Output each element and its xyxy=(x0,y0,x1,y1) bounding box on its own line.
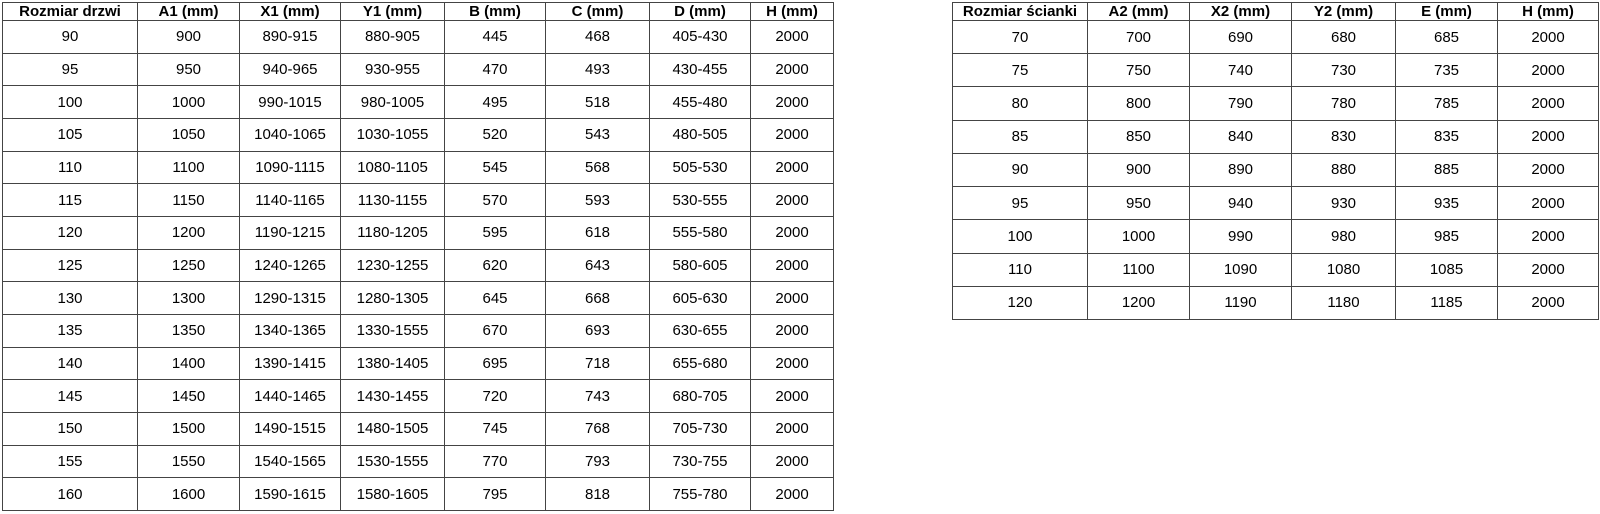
table-cell: 1140-1165 xyxy=(240,184,341,217)
table-cell: 1350 xyxy=(138,314,240,347)
table-cell: 2000 xyxy=(1498,54,1599,87)
table-cell: 2000 xyxy=(1498,120,1599,153)
table-row xyxy=(3,314,834,347)
table-cell: 1400 xyxy=(138,347,240,380)
table-cell: 1040-1065 xyxy=(240,118,341,151)
table-row xyxy=(953,153,1599,186)
table-cell: 130 xyxy=(3,282,138,315)
column-header: D (mm) xyxy=(650,3,751,21)
table-row xyxy=(3,86,834,119)
table-cell: 1490-1515 xyxy=(240,412,341,445)
table-cell: 135 xyxy=(3,314,138,347)
table-cell: 1540-1565 xyxy=(240,445,341,478)
table-cell: 140 xyxy=(3,347,138,380)
table-cell: 1150 xyxy=(138,184,240,217)
table-cell: 1030-1055 xyxy=(341,118,445,151)
table-row xyxy=(3,282,834,315)
table-cell: 630-655 xyxy=(650,314,751,347)
table-cell: 730 xyxy=(1292,54,1396,87)
table-cell: 455-480 xyxy=(650,86,751,119)
table-cell: 795 xyxy=(445,478,546,511)
header-row xyxy=(3,3,834,21)
table-cell: 840 xyxy=(1190,120,1292,153)
column-header: X2 (mm) xyxy=(1190,3,1292,21)
table-cell: 90 xyxy=(953,153,1088,186)
door-size-table xyxy=(2,2,834,511)
table-cell: 705-730 xyxy=(650,412,751,445)
table-cell: 745 xyxy=(445,412,546,445)
table-cell: 680 xyxy=(1292,21,1396,54)
table-cell: 520 xyxy=(445,118,546,151)
table-cell: 1530-1555 xyxy=(341,445,445,478)
table-cell: 818 xyxy=(546,478,650,511)
table-cell: 1090-1115 xyxy=(240,151,341,184)
table-cell: 950 xyxy=(1088,187,1190,220)
table-cell: 605-630 xyxy=(650,282,751,315)
table-cell: 643 xyxy=(546,249,650,282)
column-header: A1 (mm) xyxy=(138,3,240,21)
table-cell: 2000 xyxy=(751,445,834,478)
table-cell: 505-530 xyxy=(650,151,751,184)
table-row xyxy=(953,54,1599,87)
table-cell: 668 xyxy=(546,282,650,315)
table-cell: 1480-1505 xyxy=(341,412,445,445)
table-cell: 700 xyxy=(1088,21,1190,54)
table-cell: 1390-1415 xyxy=(240,347,341,380)
header-row xyxy=(953,3,1599,21)
table-cell: 2000 xyxy=(751,216,834,249)
table-row xyxy=(3,53,834,86)
column-header: Rozmiar ścianki xyxy=(953,3,1088,21)
table-cell: 95 xyxy=(3,53,138,86)
table-cell: 2000 xyxy=(751,478,834,511)
table-cell: 800 xyxy=(1088,87,1190,120)
table-cell: 850 xyxy=(1088,120,1190,153)
table-cell: 880-905 xyxy=(341,21,445,54)
table-cell: 2000 xyxy=(751,184,834,217)
table-cell: 75 xyxy=(953,54,1088,87)
table-row xyxy=(3,249,834,282)
table-cell: 768 xyxy=(546,412,650,445)
table-row xyxy=(953,21,1599,54)
table-cell: 900 xyxy=(138,21,240,54)
table-cell: 940-965 xyxy=(240,53,341,86)
table-row xyxy=(953,286,1599,319)
table-cell: 618 xyxy=(546,216,650,249)
table-cell: 430-455 xyxy=(650,53,751,86)
table-cell: 1180-1205 xyxy=(341,216,445,249)
table-row xyxy=(953,187,1599,220)
table-cell: 1590-1615 xyxy=(240,478,341,511)
table-cell: 70 xyxy=(953,21,1088,54)
table-cell: 890 xyxy=(1190,153,1292,186)
column-header: Y2 (mm) xyxy=(1292,3,1396,21)
table-cell: 580-605 xyxy=(650,249,751,282)
table-cell: 1550 xyxy=(138,445,240,478)
column-header: E (mm) xyxy=(1396,3,1498,21)
column-header: A2 (mm) xyxy=(1088,3,1190,21)
table-row xyxy=(953,120,1599,153)
table-cell: 693 xyxy=(546,314,650,347)
table-row xyxy=(3,347,834,380)
table-cell: 2000 xyxy=(751,380,834,413)
table-cell: 1440-1465 xyxy=(240,380,341,413)
table-cell: 740 xyxy=(1190,54,1292,87)
table-cell: 95 xyxy=(953,187,1088,220)
table-cell: 568 xyxy=(546,151,650,184)
table-cell: 885 xyxy=(1396,153,1498,186)
table-cell: 930-955 xyxy=(341,53,445,86)
column-header: Rozmiar drzwi xyxy=(3,3,138,21)
table-cell: 985 xyxy=(1396,220,1498,253)
table-cell: 110 xyxy=(953,253,1088,286)
table-cell: 1290-1315 xyxy=(240,282,341,315)
table-cell: 790 xyxy=(1190,87,1292,120)
table-cell: 730-755 xyxy=(650,445,751,478)
table-cell: 1430-1455 xyxy=(341,380,445,413)
table-row xyxy=(3,21,834,54)
table-cell: 468 xyxy=(546,21,650,54)
table-row xyxy=(953,253,1599,286)
table-cell: 493 xyxy=(546,53,650,86)
table-cell: 1085 xyxy=(1396,253,1498,286)
table-cell: 780 xyxy=(1292,87,1396,120)
table-cell: 405-430 xyxy=(650,21,751,54)
table-row xyxy=(3,118,834,151)
table-cell: 160 xyxy=(3,478,138,511)
table-row xyxy=(953,220,1599,253)
table-cell: 1100 xyxy=(138,151,240,184)
table-row xyxy=(3,380,834,413)
table-cell: 685 xyxy=(1396,21,1498,54)
table-cell: 480-505 xyxy=(650,118,751,151)
table-cell: 835 xyxy=(1396,120,1498,153)
table-cell: 1200 xyxy=(1088,286,1190,319)
table-cell: 670 xyxy=(445,314,546,347)
table-cell: 2000 xyxy=(1498,220,1599,253)
table-cell: 470 xyxy=(445,53,546,86)
table-cell: 680-705 xyxy=(650,380,751,413)
table-cell: 2000 xyxy=(1498,253,1599,286)
table-cell: 1500 xyxy=(138,412,240,445)
table-cell: 2000 xyxy=(751,21,834,54)
table-cell: 1080-1105 xyxy=(341,151,445,184)
column-header: Y1 (mm) xyxy=(341,3,445,21)
column-header: B (mm) xyxy=(445,3,546,21)
table-cell: 545 xyxy=(445,151,546,184)
table-cell: 1580-1605 xyxy=(341,478,445,511)
table-cell: 718 xyxy=(546,347,650,380)
table-cell: 2000 xyxy=(1498,286,1599,319)
table-cell: 2000 xyxy=(751,314,834,347)
column-header: H (mm) xyxy=(751,3,834,21)
table-cell: 2000 xyxy=(751,151,834,184)
table-cell: 1090 xyxy=(1190,253,1292,286)
table-cell: 100 xyxy=(953,220,1088,253)
column-header: H (mm) xyxy=(1498,3,1599,21)
table-cell: 2000 xyxy=(751,118,834,151)
table-cell: 830 xyxy=(1292,120,1396,153)
table-cell: 793 xyxy=(546,445,650,478)
table-cell: 1330-1555 xyxy=(341,314,445,347)
table-cell: 900 xyxy=(1088,153,1190,186)
table-cell: 990-1015 xyxy=(240,86,341,119)
table-cell: 1190 xyxy=(1190,286,1292,319)
table-cell: 1180 xyxy=(1292,286,1396,319)
table-cell: 595 xyxy=(445,216,546,249)
table-row xyxy=(3,445,834,478)
table-cell: 1050 xyxy=(138,118,240,151)
table-cell: 880 xyxy=(1292,153,1396,186)
table-cell: 1340-1365 xyxy=(240,314,341,347)
table-cell: 2000 xyxy=(751,347,834,380)
table-cell: 125 xyxy=(3,249,138,282)
table-cell: 1600 xyxy=(138,478,240,511)
table-cell: 950 xyxy=(138,53,240,86)
table-cell: 1000 xyxy=(1088,220,1190,253)
table-cell: 518 xyxy=(546,86,650,119)
table-row xyxy=(953,87,1599,120)
table-cell: 155 xyxy=(3,445,138,478)
table-cell: 620 xyxy=(445,249,546,282)
table-cell: 2000 xyxy=(751,53,834,86)
table-cell: 940 xyxy=(1190,187,1292,220)
table-cell: 750 xyxy=(1088,54,1190,87)
table-cell: 150 xyxy=(3,412,138,445)
table-cell: 1300 xyxy=(138,282,240,315)
table-cell: 1185 xyxy=(1396,286,1498,319)
table-cell: 890-915 xyxy=(240,21,341,54)
table-row xyxy=(3,151,834,184)
table-cell: 1380-1405 xyxy=(341,347,445,380)
table-cell: 980-1005 xyxy=(341,86,445,119)
table-cell: 990 xyxy=(1190,220,1292,253)
table-cell: 2000 xyxy=(1498,153,1599,186)
table-cell: 930 xyxy=(1292,187,1396,220)
table-cell: 1130-1155 xyxy=(341,184,445,217)
table-cell: 743 xyxy=(546,380,650,413)
table-cell: 645 xyxy=(445,282,546,315)
table-cell: 495 xyxy=(445,86,546,119)
table-cell: 120 xyxy=(3,216,138,249)
table-row xyxy=(3,412,834,445)
table-cell: 1240-1265 xyxy=(240,249,341,282)
table-cell: 2000 xyxy=(751,412,834,445)
wall-size-table xyxy=(952,2,1599,320)
table-cell: 110 xyxy=(3,151,138,184)
table-cell: 2000 xyxy=(751,249,834,282)
column-header: C (mm) xyxy=(546,3,650,21)
table-cell: 2000 xyxy=(751,282,834,315)
table-cell: 735 xyxy=(1396,54,1498,87)
table-cell: 1250 xyxy=(138,249,240,282)
table-cell: 770 xyxy=(445,445,546,478)
table-cell: 1000 xyxy=(138,86,240,119)
table-cell: 785 xyxy=(1396,87,1498,120)
table-cell: 100 xyxy=(3,86,138,119)
table-row xyxy=(3,216,834,249)
table-cell: 90 xyxy=(3,21,138,54)
table-cell: 695 xyxy=(445,347,546,380)
table-cell: 593 xyxy=(546,184,650,217)
table-cell: 2000 xyxy=(1498,87,1599,120)
table-cell: 2000 xyxy=(1498,21,1599,54)
table-cell: 570 xyxy=(445,184,546,217)
table-row xyxy=(3,478,834,511)
table-cell: 690 xyxy=(1190,21,1292,54)
table-cell: 980 xyxy=(1292,220,1396,253)
table-cell: 85 xyxy=(953,120,1088,153)
column-header: X1 (mm) xyxy=(240,3,341,21)
table-cell: 935 xyxy=(1396,187,1498,220)
table-cell: 1080 xyxy=(1292,253,1396,286)
table-cell: 1450 xyxy=(138,380,240,413)
table-cell: 755-780 xyxy=(650,478,751,511)
table-cell: 145 xyxy=(3,380,138,413)
table-cell: 1200 xyxy=(138,216,240,249)
table-cell: 1280-1305 xyxy=(341,282,445,315)
table-cell: 1230-1255 xyxy=(341,249,445,282)
table-cell: 1100 xyxy=(1088,253,1190,286)
table-cell: 115 xyxy=(3,184,138,217)
table-cell: 720 xyxy=(445,380,546,413)
table-cell: 120 xyxy=(953,286,1088,319)
table-cell: 530-555 xyxy=(650,184,751,217)
table-cell: 543 xyxy=(546,118,650,151)
table-cell: 445 xyxy=(445,21,546,54)
table-cell: 2000 xyxy=(751,86,834,119)
table-cell: 555-580 xyxy=(650,216,751,249)
table-cell: 1190-1215 xyxy=(240,216,341,249)
table-cell: 105 xyxy=(3,118,138,151)
table-cell: 2000 xyxy=(1498,187,1599,220)
table-row xyxy=(3,184,834,217)
table-cell: 80 xyxy=(953,87,1088,120)
table-cell: 655-680 xyxy=(650,347,751,380)
